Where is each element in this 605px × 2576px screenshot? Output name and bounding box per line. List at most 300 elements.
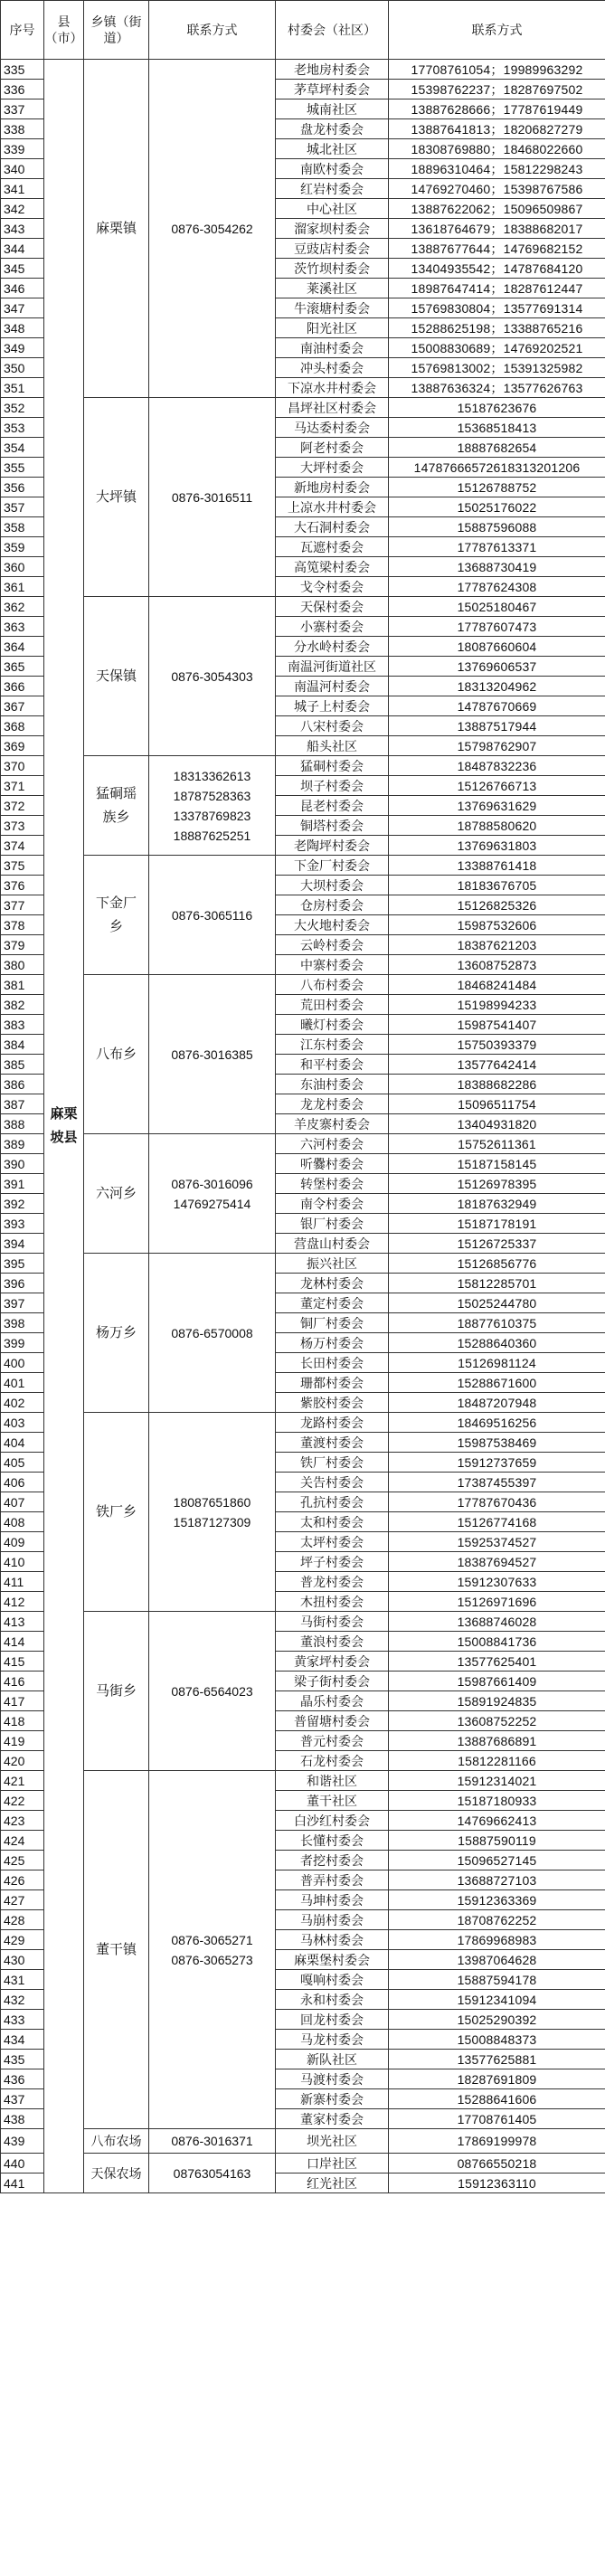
row-seq: 415	[1, 1652, 44, 1672]
village-name: 董定村委会	[276, 1293, 389, 1313]
row-seq: 411	[1, 1572, 44, 1592]
row-seq: 336	[1, 80, 44, 99]
row-seq: 341	[1, 179, 44, 199]
village-phone: 15750393379	[389, 1035, 605, 1055]
row-seq: 359	[1, 537, 44, 557]
row-seq: 335	[1, 60, 44, 80]
village-phone: 17869199978	[389, 2129, 605, 2154]
town-contact-cell: 0876-3016385	[149, 975, 276, 1134]
village-phone: 18388682286	[389, 1075, 605, 1094]
row-seq: 388	[1, 1114, 44, 1134]
village-phone: 13769606537	[389, 657, 605, 677]
row-seq: 396	[1, 1274, 44, 1293]
village-name: 嘎响村委会	[276, 1970, 389, 1990]
town-contact-cell: 0876-3065116	[149, 856, 276, 975]
row-seq: 380	[1, 955, 44, 975]
row-seq: 427	[1, 1890, 44, 1910]
village-name: 董渡村委会	[276, 1433, 389, 1453]
town-contact-cell: 0876-3054303	[149, 597, 276, 756]
village-name: 新地房村委会	[276, 478, 389, 497]
village-name: 盘龙村委会	[276, 119, 389, 139]
village-phone: 15126766713	[389, 776, 605, 796]
village-name: 坪子村委会	[276, 1552, 389, 1572]
village-phone: 15887590119	[389, 1831, 605, 1851]
village-phone: 15798762907	[389, 736, 605, 756]
town-cell: 马街乡	[84, 1612, 149, 1771]
town-contact-cell: 08763054163	[149, 2154, 276, 2193]
town-cell: 麻栗镇	[84, 60, 149, 398]
village-phone: 15288625198；13388765216	[389, 318, 605, 338]
table-row	[1, 856, 605, 876]
header-county-label: 县（市）	[44, 14, 83, 45]
village-phone: 15198994233	[389, 995, 605, 1015]
village-name: 董干社区	[276, 1791, 389, 1811]
village-phone: 17387455397	[389, 1473, 605, 1492]
village-phone: 15126774168	[389, 1512, 605, 1532]
row-seq: 425	[1, 1851, 44, 1870]
village-phone: 15925374527	[389, 1532, 605, 1552]
row-seq: 384	[1, 1035, 44, 1055]
village-name: 瓦遮村委会	[276, 537, 389, 557]
village-phone: 15126981124	[389, 1353, 605, 1373]
village-phone: 15752611361	[389, 1134, 605, 1154]
row-seq: 346	[1, 279, 44, 298]
village-name: 豆豉店村委会	[276, 239, 389, 259]
village-phone: 13887622062；15096509867	[389, 199, 605, 219]
row-seq: 354	[1, 438, 44, 458]
village-phone: 15912341094	[389, 1990, 605, 2010]
village-phone: 15126825326	[389, 895, 605, 915]
table-row	[1, 398, 605, 418]
village-phone: 15096527145	[389, 1851, 605, 1870]
village-phone: 15126856776	[389, 1254, 605, 1274]
town-contact-cell: 0876-3016096 14769275414	[149, 1134, 276, 1254]
village-phone: 18896310464；15812298243	[389, 159, 605, 179]
village-phone: 15912737659	[389, 1453, 605, 1473]
village-name: 南温河村委会	[276, 677, 389, 696]
village-name: 冲头村委会	[276, 358, 389, 378]
row-seq: 438	[1, 2109, 44, 2129]
town-cell: 下金厂乡	[84, 856, 149, 975]
row-seq: 345	[1, 259, 44, 279]
village-phone: 17787613371	[389, 537, 605, 557]
village-name: 回龙村委会	[276, 2010, 389, 2030]
village-name: 口岸社区	[276, 2154, 389, 2174]
village-name: 大坝村委会	[276, 876, 389, 895]
village-name: 戈令村委会	[276, 577, 389, 597]
village-name: 马达委村委会	[276, 418, 389, 438]
village-name: 下金厂村委会	[276, 856, 389, 876]
table-body	[1, 60, 605, 2193]
row-seq: 434	[1, 2030, 44, 2050]
village-name: 溜家坝村委会	[276, 219, 389, 239]
village-name: 普元村委会	[276, 1731, 389, 1751]
village-phone: 13887636324；13577626763	[389, 378, 605, 398]
village-phone: 18469516256	[389, 1413, 605, 1433]
village-name: 普龙村委会	[276, 1572, 389, 1592]
village-phone: 15008830689；14769202521	[389, 338, 605, 358]
village-name: 长田村委会	[276, 1353, 389, 1373]
village-phone: 13388761418	[389, 856, 605, 876]
village-phone: 13404935542；14787684120	[389, 259, 605, 279]
village-phone: 13608752873	[389, 955, 605, 975]
village-phone: 15025180467	[389, 597, 605, 617]
village-name: 坝光社区	[276, 2129, 389, 2154]
row-seq: 348	[1, 318, 44, 338]
header-village-contact: 联系方式	[389, 1, 605, 60]
row-seq: 361	[1, 577, 44, 597]
row-seq: 416	[1, 1672, 44, 1691]
row-seq: 350	[1, 358, 44, 378]
village-name: 下凉水井村委会	[276, 378, 389, 398]
village-phone: 15887594178	[389, 1970, 605, 1990]
village-name: 董浪村委会	[276, 1632, 389, 1652]
village-name: 马坤村委会	[276, 1890, 389, 1910]
village-name: 马林村委会	[276, 1930, 389, 1950]
row-seq: 342	[1, 199, 44, 219]
village-phone: 15126971696	[389, 1592, 605, 1612]
header-row	[1, 1, 605, 60]
village-name: 麻栗堡村委会	[276, 1950, 389, 1970]
village-phone: 15987541407	[389, 1015, 605, 1035]
village-name: 听爨村委会	[276, 1154, 389, 1174]
row-seq: 386	[1, 1075, 44, 1094]
village-phone: 15126978395	[389, 1174, 605, 1194]
header-county	[44, 1, 84, 60]
village-phone: 15912314021	[389, 1771, 605, 1791]
village-phone: 15769813002；15391325982	[389, 358, 605, 378]
row-seq: 353	[1, 418, 44, 438]
village-phone: 15368518413	[389, 418, 605, 438]
row-seq: 408	[1, 1512, 44, 1532]
village-name: 牛滚塘村委会	[276, 298, 389, 318]
village-name: 城南社区	[276, 99, 389, 119]
village-name: 船头社区	[276, 736, 389, 756]
table-row	[1, 2129, 605, 2154]
row-seq: 399	[1, 1333, 44, 1353]
row-seq: 421	[1, 1771, 44, 1791]
village-name: 马崩村委会	[276, 1910, 389, 1930]
row-seq: 436	[1, 2069, 44, 2089]
row-seq: 406	[1, 1473, 44, 1492]
village-name: 铁厂村委会	[276, 1453, 389, 1473]
row-seq: 363	[1, 617, 44, 637]
village-phone: 13887641813；18206827279	[389, 119, 605, 139]
village-phone: 18487832236	[389, 756, 605, 776]
row-seq: 344	[1, 239, 44, 259]
village-phone: 18877610375	[389, 1313, 605, 1333]
row-seq: 360	[1, 557, 44, 577]
village-phone: 13688746028	[389, 1612, 605, 1632]
village-name: 者挖村委会	[276, 1851, 389, 1870]
row-seq: 355	[1, 458, 44, 478]
row-seq: 432	[1, 1990, 44, 2010]
village-phone: 15096511754	[389, 1094, 605, 1114]
row-seq: 377	[1, 895, 44, 915]
row-seq: 441	[1, 2174, 44, 2193]
town-cell: 天保镇	[84, 597, 149, 756]
table-row	[1, 1134, 605, 1154]
village-phone: 15025176022	[389, 497, 605, 517]
row-seq: 409	[1, 1532, 44, 1552]
row-seq: 420	[1, 1751, 44, 1771]
row-seq: 397	[1, 1293, 44, 1313]
village-name: 珊都村委会	[276, 1373, 389, 1393]
village-name: 普弄村委会	[276, 1870, 389, 1890]
row-seq: 417	[1, 1691, 44, 1711]
row-seq: 373	[1, 816, 44, 836]
row-seq: 376	[1, 876, 44, 895]
town-contact-cell: 0876-3054262	[149, 60, 276, 398]
village-phone: 15187180933	[389, 1791, 605, 1811]
village-name: 新寨村委会	[276, 2089, 389, 2109]
row-seq: 412	[1, 1592, 44, 1612]
row-seq: 343	[1, 219, 44, 239]
village-name: 普留塘村委会	[276, 1711, 389, 1731]
village-name: 江东村委会	[276, 1035, 389, 1055]
row-seq: 413	[1, 1612, 44, 1632]
village-name: 八布村委会	[276, 975, 389, 995]
row-seq: 424	[1, 1831, 44, 1851]
village-name: 和平村委会	[276, 1055, 389, 1075]
village-phone: 18387694527	[389, 1552, 605, 1572]
row-seq: 391	[1, 1174, 44, 1194]
town-contact-cell: 0876-6564023	[149, 1612, 276, 1771]
village-phone: 18708762252	[389, 1910, 605, 1930]
village-name: 八宋村委会	[276, 716, 389, 736]
town-cell: 大坪镇	[84, 398, 149, 597]
row-seq: 419	[1, 1731, 44, 1751]
header-town	[84, 1, 149, 60]
row-seq: 402	[1, 1393, 44, 1413]
village-phone: 15812285701	[389, 1274, 605, 1293]
row-seq: 356	[1, 478, 44, 497]
village-phone: 15891924835	[389, 1691, 605, 1711]
village-name: 城子上村委会	[276, 696, 389, 716]
row-seq: 410	[1, 1552, 44, 1572]
village-name: 紫胶村委会	[276, 1393, 389, 1413]
town-contact-cell: 0876-3016371	[149, 2129, 276, 2154]
table-row	[1, 1771, 605, 1791]
village-name: 猛硐村委会	[276, 756, 389, 776]
village-name: 城北社区	[276, 139, 389, 159]
row-seq: 337	[1, 99, 44, 119]
village-name: 中寨村委会	[276, 955, 389, 975]
row-seq: 367	[1, 696, 44, 716]
village-phone: 17708761054；19989963292	[389, 60, 605, 80]
row-seq: 382	[1, 995, 44, 1015]
village-name: 茨竹坝村委会	[276, 259, 389, 279]
row-seq: 389	[1, 1134, 44, 1154]
village-phone: 15887596088	[389, 517, 605, 537]
row-seq: 395	[1, 1254, 44, 1274]
village-name: 董家村委会	[276, 2109, 389, 2129]
village-phone: 18287691809	[389, 2069, 605, 2089]
village-phone: 15126725337	[389, 1234, 605, 1254]
village-name: 小寨村委会	[276, 617, 389, 637]
village-phone: 15187158145	[389, 1154, 605, 1174]
town-cell: 猛硐瑶族乡	[84, 756, 149, 856]
village-phone: 14769270460；15398767586	[389, 179, 605, 199]
village-name: 晶乐村委会	[276, 1691, 389, 1711]
row-seq: 369	[1, 736, 44, 756]
village-phone: 15987661409	[389, 1672, 605, 1691]
village-name: 天保村委会	[276, 597, 389, 617]
row-seq: 362	[1, 597, 44, 617]
village-phone: 17787670436	[389, 1492, 605, 1512]
village-name: 荒田村委会	[276, 995, 389, 1015]
row-seq: 393	[1, 1214, 44, 1234]
town-cell: 董干镇	[84, 1771, 149, 2129]
village-name: 铜厂村委会	[276, 1313, 389, 1333]
village-name: 南温河街道社区	[276, 657, 389, 677]
village-phone: 13608752252	[389, 1711, 605, 1731]
village-name: 大火地村委会	[276, 915, 389, 935]
village-name: 永和村委会	[276, 1990, 389, 2010]
row-seq: 358	[1, 517, 44, 537]
village-name: 六河村委会	[276, 1134, 389, 1154]
village-phone: 13577642414	[389, 1055, 605, 1075]
village-phone: 18887682654	[389, 438, 605, 458]
village-name: 白沙红村委会	[276, 1811, 389, 1831]
village-phone: 13887517944	[389, 716, 605, 736]
village-name: 黄家坪村委会	[276, 1652, 389, 1672]
village-phone: 13887628666；17787619449	[389, 99, 605, 119]
row-seq: 364	[1, 637, 44, 657]
village-name: 新队社区	[276, 2050, 389, 2069]
village-name: 大石洞村委会	[276, 517, 389, 537]
row-seq: 339	[1, 139, 44, 159]
village-name: 龙龙村委会	[276, 1094, 389, 1114]
village-name: 振兴社区	[276, 1254, 389, 1274]
village-phone: 15187623676	[389, 398, 605, 418]
town-contact-cell: 18087651860 15187127309	[149, 1413, 276, 1612]
village-name: 昌坪社区村委会	[276, 398, 389, 418]
village-phone: 15912363369	[389, 1890, 605, 1910]
village-name: 太和村委会	[276, 1512, 389, 1532]
village-phone: 18487207948	[389, 1393, 605, 1413]
row-seq: 379	[1, 935, 44, 955]
village-phone: 13688727103	[389, 1870, 605, 1890]
village-phone: 15769830804；13577691314	[389, 298, 605, 318]
village-name: 中心社区	[276, 199, 389, 219]
row-seq: 349	[1, 338, 44, 358]
village-name: 孔抗村委会	[276, 1492, 389, 1512]
table-row	[1, 975, 605, 995]
village-phone: 13769631629	[389, 796, 605, 816]
village-name: 马龙村委会	[276, 2030, 389, 2050]
village-name: 营盘山村委会	[276, 1234, 389, 1254]
village-name: 坝子村委会	[276, 776, 389, 796]
village-phone: 15987532606	[389, 915, 605, 935]
row-seq: 418	[1, 1711, 44, 1731]
village-phone: 14769662413	[389, 1811, 605, 1831]
town-cell: 六河乡	[84, 1134, 149, 1254]
village-phone: 13618764679；18388682017	[389, 219, 605, 239]
row-seq: 390	[1, 1154, 44, 1174]
table-row	[1, 1254, 605, 1274]
village-phone: 18468241484	[389, 975, 605, 995]
row-seq: 426	[1, 1870, 44, 1890]
row-seq: 340	[1, 159, 44, 179]
village-phone: 18187632949	[389, 1194, 605, 1214]
village-phone: 15187178191	[389, 1214, 605, 1234]
row-seq: 405	[1, 1453, 44, 1473]
village-name: 太坪村委会	[276, 1532, 389, 1552]
village-name: 高笕梁村委会	[276, 557, 389, 577]
village-name: 上凉水井村委会	[276, 497, 389, 517]
village-name: 龙林村委会	[276, 1274, 389, 1293]
village-name: 曦灯村委会	[276, 1015, 389, 1035]
village-name: 龙路村委会	[276, 1413, 389, 1433]
village-phone: 13404931820	[389, 1114, 605, 1134]
village-phone: 18183676705	[389, 876, 605, 895]
village-phone: 18313204962	[389, 677, 605, 696]
town-cell: 八布乡	[84, 975, 149, 1134]
row-seq: 372	[1, 796, 44, 816]
village-name: 仓房村委会	[276, 895, 389, 915]
row-seq: 370	[1, 756, 44, 776]
row-seq: 398	[1, 1313, 44, 1333]
row-seq: 385	[1, 1055, 44, 1075]
village-phone: 15126788752	[389, 478, 605, 497]
village-name: 杨万村委会	[276, 1333, 389, 1353]
village-name: 东油村委会	[276, 1075, 389, 1094]
village-phone: 13769631803	[389, 836, 605, 856]
town-contact-cell: 0876-3065271 0876-3065273	[149, 1771, 276, 2129]
county-cell: 麻栗坡县	[44, 60, 84, 2193]
village-phone: 15008841736	[389, 1632, 605, 1652]
row-seq: 433	[1, 2010, 44, 2030]
village-name: 红光社区	[276, 2174, 389, 2193]
row-seq: 407	[1, 1492, 44, 1512]
town-contact-cell: 0876-3016511	[149, 398, 276, 597]
row-seq: 387	[1, 1094, 44, 1114]
row-seq: 365	[1, 657, 44, 677]
table-row	[1, 1612, 605, 1632]
village-name: 红岩村委会	[276, 179, 389, 199]
row-seq: 351	[1, 378, 44, 398]
row-seq: 383	[1, 1015, 44, 1035]
table-row	[1, 60, 605, 80]
town-cell: 八布农场	[84, 2129, 149, 2154]
village-name: 大坪村委会	[276, 458, 389, 478]
header-village: 村委会（社区）	[276, 1, 389, 60]
village-name: 南油村委会	[276, 338, 389, 358]
village-name: 石龙村委会	[276, 1751, 389, 1771]
village-phone: 15912363110	[389, 2174, 605, 2193]
header-town-contact: 联系方式	[149, 1, 276, 60]
village-name: 阿老村委会	[276, 438, 389, 458]
town-cell: 铁厂乡	[84, 1413, 149, 1612]
village-name: 转堡村委会	[276, 1174, 389, 1194]
table-row	[1, 597, 605, 617]
row-seq: 423	[1, 1811, 44, 1831]
table-row	[1, 756, 605, 776]
village-phone: 13987064628	[389, 1950, 605, 1970]
village-name: 阳光社区	[276, 318, 389, 338]
row-seq: 439	[1, 2129, 44, 2154]
town-contact-cell: 0876-6570008	[149, 1254, 276, 1413]
village-phone: 14787666572618313201206	[389, 458, 605, 478]
village-phone: 15025290392	[389, 2010, 605, 2030]
row-seq: 414	[1, 1632, 44, 1652]
village-phone: 15987538469	[389, 1433, 605, 1453]
village-phone: 15398762237；18287697502	[389, 80, 605, 99]
village-phone: 13887686891	[389, 1731, 605, 1751]
row-seq: 400	[1, 1353, 44, 1373]
village-phone: 13887677644；14769682152	[389, 239, 605, 259]
